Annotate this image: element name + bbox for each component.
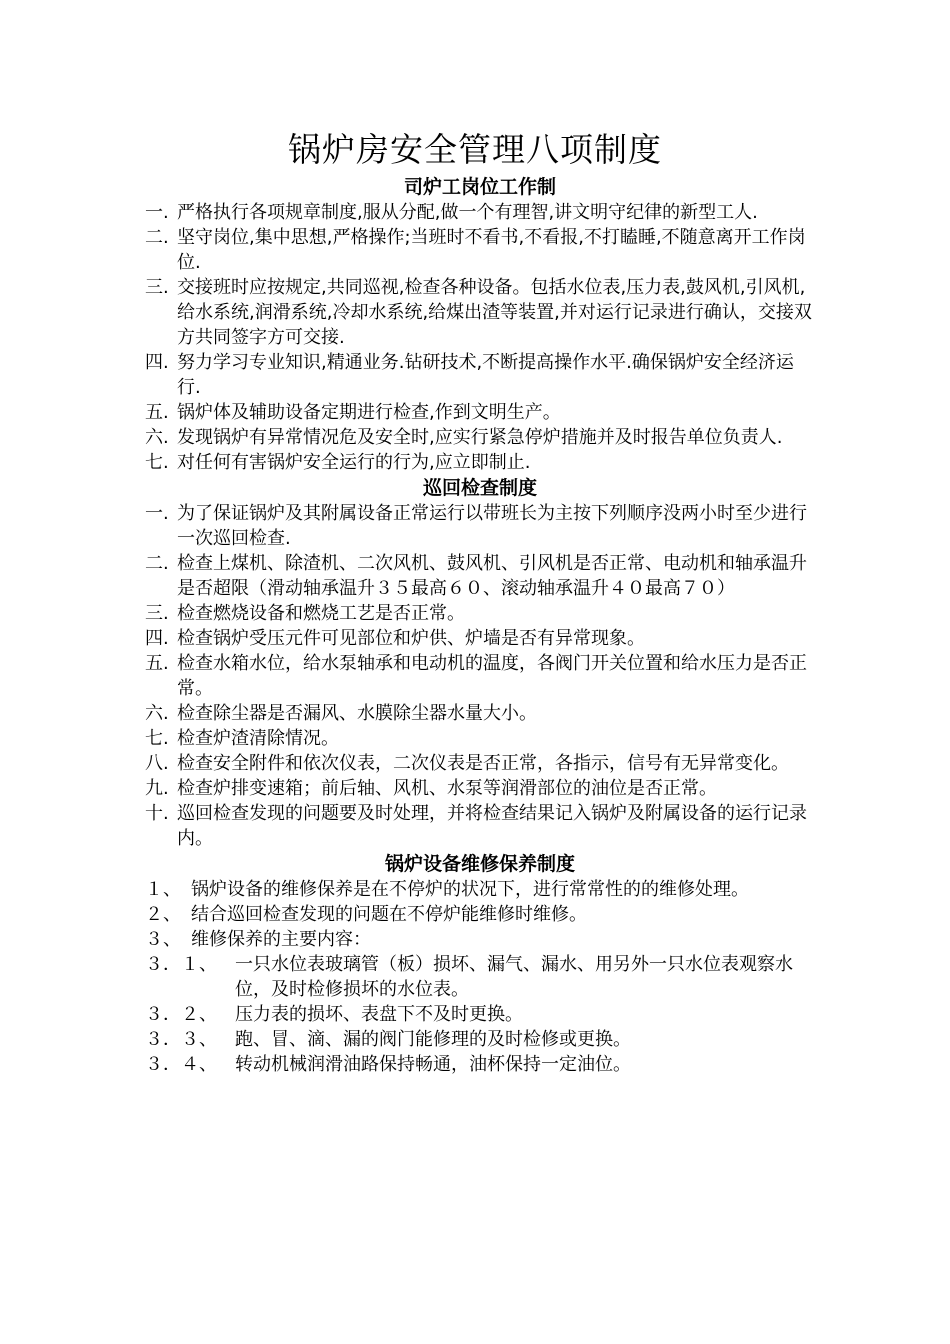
item-text: 检查炉渣清除情况。 (177, 728, 339, 749)
list-item (145, 877, 815, 902)
list-item (145, 275, 815, 350)
item-number: ３．４、 (145, 1054, 217, 1075)
item-number: ３．３、 (145, 1029, 217, 1050)
list-item (145, 801, 815, 851)
list-item (145, 726, 815, 751)
item-text: 检查上煤机、除渣机、二次风机、鼓风机、引风机是否正常、电动机和轴承温升是否超限（滑动轴承温升３５最高６０、滚动轴承温升４０最高７０） (177, 553, 807, 599)
list-item (145, 400, 815, 425)
list-item (145, 751, 815, 776)
sub-list-item (145, 1027, 815, 1052)
list-item (145, 651, 815, 701)
list-item (145, 225, 815, 275)
item-text: 压力表的损坏、表盘下不及时更换。 (235, 1004, 523, 1025)
item-text: 维修保养的主要内容： (191, 929, 371, 950)
item-text: 交接班时应按规定,共同巡视,检查各种设备。包括水位表,压力表,鼓风机,引风机,给水系统,润滑系统,冷却水系统,给煤出渣等装置,并对运行记录进行确认，交接双方共同签字方可交接. (177, 277, 812, 348)
item-text: 检查炉排变速箱；前后轴、风机、水泵等润滑部位的油位是否正常。 (177, 778, 717, 799)
sub-list-item (145, 1002, 815, 1027)
item-number: 四. (145, 352, 169, 373)
item-text: 发现锅炉有异常情况危及安全时,应实行紧急停炉措施并及时报告单位负责人. (177, 427, 783, 448)
section-heading: 锅炉设备维修保养制度 (384, 853, 575, 875)
item-number: ３．１、 (145, 954, 217, 975)
item-text: 一只水位表玻璃管（板）损坏、漏气、漏水、用另外一只水位表观察水位，及时检修损坏的水位表。 (235, 954, 793, 1000)
item-number: 六. (145, 703, 169, 724)
item-text: 巡回检查发现的问题要及时处理，并将检查结果记入锅炉及附属设备的运行记录内。 (177, 803, 807, 849)
section-operator-duties (145, 174, 815, 475)
item-number: 七. (145, 728, 169, 749)
item-number: 六. (145, 427, 169, 448)
item-number: ２、 (145, 904, 181, 925)
item-text: 严格执行各项规章制度,服从分配,做一个有理智,讲文明守纪律的新型工人. (177, 202, 758, 223)
item-text: 结合巡回检查发现的问题在不停炉能维修时维修。 (191, 904, 587, 925)
item-text: 对任何有害锅炉安全运行的行为,应立即制止. (177, 452, 531, 473)
item-text: 检查除尘器是否漏风、水膜除尘器水量大小。 (177, 703, 537, 724)
item-number: 三. (145, 603, 169, 624)
item-text: 坚守岗位,集中思想,严格操作;当班时不看书,不看报,不打瞌睡,不随意离开工作岗位. (177, 227, 806, 273)
item-text: 为了保证锅炉及其附属设备正常运行以带班长为主按下列顺序没两小时至少进行一次巡回检查. (177, 503, 807, 549)
list-item (145, 350, 815, 400)
item-number: 四. (145, 628, 169, 649)
list-item (145, 425, 815, 450)
list-item (145, 601, 815, 626)
item-number: 一. (145, 202, 169, 223)
item-number: 九. (145, 778, 169, 799)
item-text: 锅炉设备的维修保养是在不停炉的状况下，进行常常性的的维修处理。 (191, 879, 749, 900)
list-item (145, 200, 815, 225)
list-item (145, 927, 815, 952)
section-heading: 巡回检查制度 (422, 477, 537, 499)
list-item (145, 701, 815, 726)
item-number: １、 (145, 879, 181, 900)
sub-list-item (145, 952, 815, 1002)
item-text: 检查锅炉受压元件可见部位和炉供、炉墙是否有异常现象。 (177, 628, 645, 649)
item-number: 二. (145, 227, 169, 248)
item-text: 转动机械润滑油路保持畅通，油杯保持一定油位。 (235, 1054, 631, 1075)
item-number: 五. (145, 653, 169, 674)
section-maintenance (145, 851, 815, 1077)
section-patrol-inspection (145, 475, 815, 851)
item-number: 二. (145, 553, 169, 574)
item-number: 十. (145, 803, 169, 824)
item-text: 检查安全附件和依次仪表，二次仪表是否正常，各指示，信号有无异常变化。 (177, 753, 789, 774)
list-item (145, 450, 815, 475)
list-item (145, 551, 815, 601)
list-item (145, 902, 815, 927)
list-item (145, 501, 815, 551)
item-number: 三. (145, 277, 169, 298)
document-body (145, 174, 815, 1077)
list-item (145, 776, 815, 801)
item-text: 检查水箱水位，给水泵轴承和电动机的温度，各阀门开关位置和给水压力是否正常。 (177, 653, 807, 699)
sub-list-item (145, 1052, 815, 1077)
item-number: ３．２、 (145, 1004, 217, 1025)
document-title: 锅炉房安全管理八项制度 (288, 130, 662, 169)
item-text: 跑、冒、滴、漏的阀门能修理的及时检修或更换。 (235, 1029, 631, 1050)
item-text: 锅炉体及辅助设备定期进行检查,作到文明生产。 (177, 402, 561, 423)
item-number: 八. (145, 753, 169, 774)
item-number: 五. (145, 402, 169, 423)
item-number: 一. (145, 503, 169, 524)
item-number: 七. (145, 452, 169, 473)
list-item (145, 626, 815, 651)
item-text: 检查燃烧设备和燃烧工艺是否正常。 (177, 603, 465, 624)
item-text: 努力学习专业知识,精通业务.钻研技术,不断提高操作水平.确保锅炉安全经济运行. (177, 352, 794, 398)
item-number: ３、 (145, 929, 181, 950)
section-heading: 司炉工岗位工作制 (403, 176, 556, 198)
